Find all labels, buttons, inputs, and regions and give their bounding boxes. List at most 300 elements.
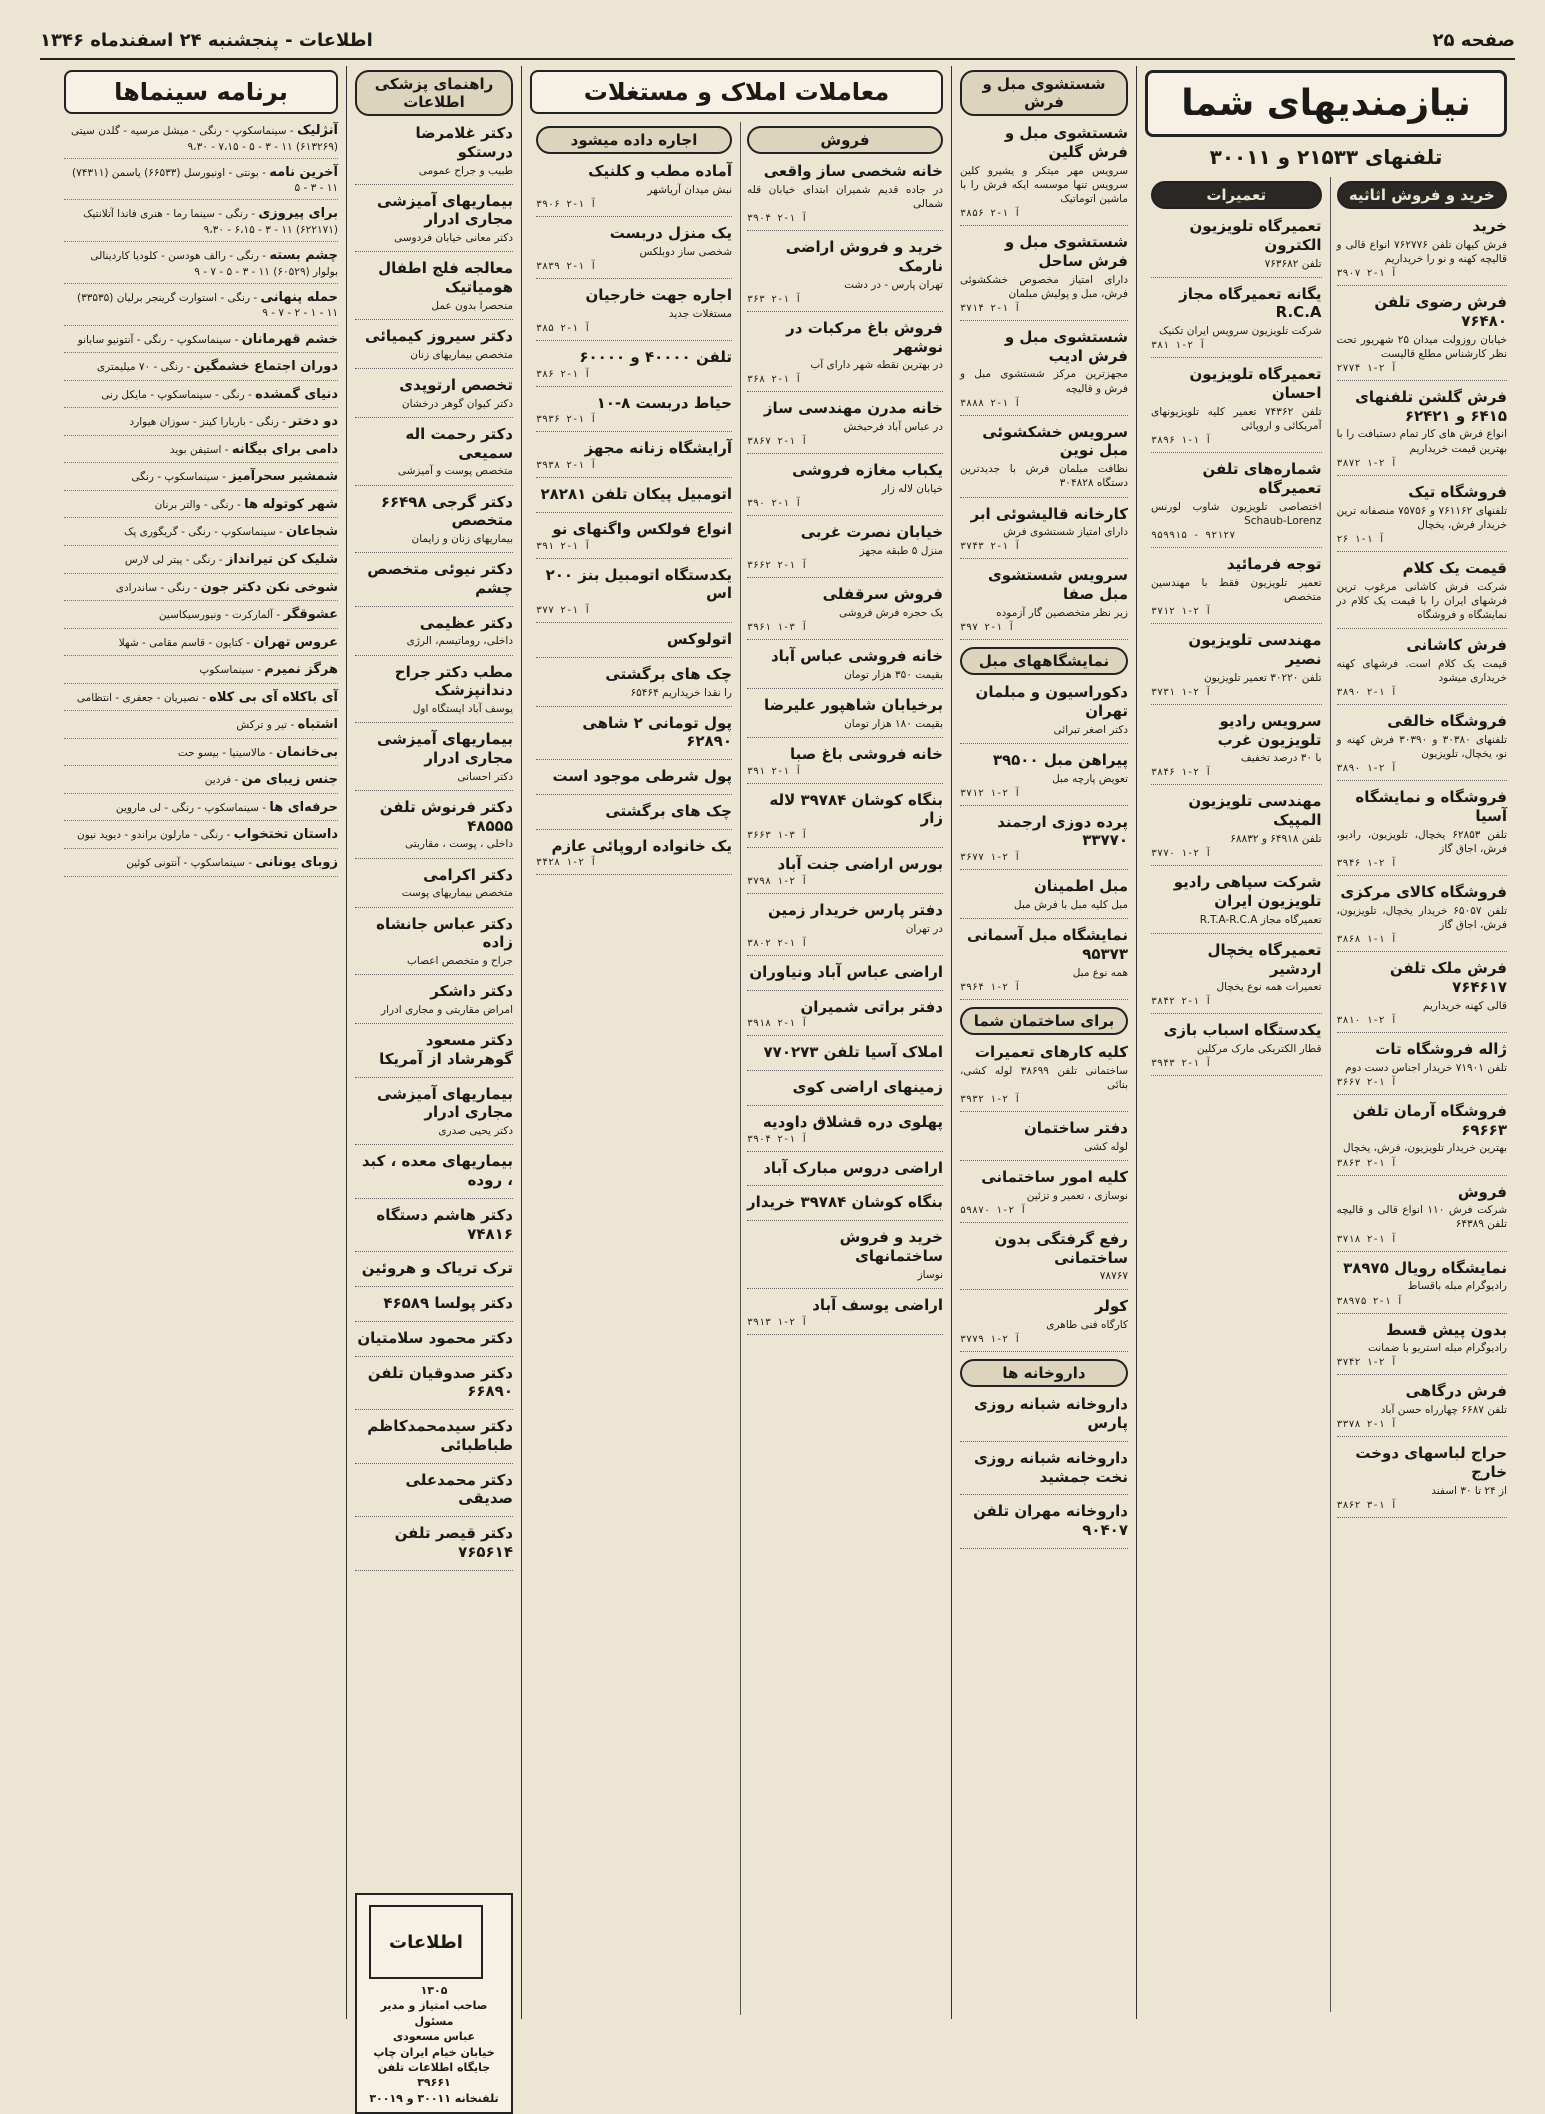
- ad-title: حراج لباسهای دوخت خارج: [1355, 1444, 1507, 1482]
- cinema-listing: [64, 441, 338, 464]
- ad-code: ۳۴۲۸ آ ۲-۱: [536, 857, 597, 869]
- ad-list: [960, 124, 1128, 640]
- classified-ad: [355, 663, 513, 724]
- ad-body: تلفن ۶۶۸۷ چهارراه حسن آباد: [1380, 1404, 1507, 1417]
- ad-code: ۳۹۰۶ آ ۱-۲: [536, 198, 597, 210]
- ad-list: [960, 1043, 1128, 1353]
- classified-ad: [1337, 217, 1508, 286]
- film-details: - رنگی - استوارت گرینجر برلیان (۳۳۵۳۵) ۱۱ - ۱ - ۲ - ۷ - ۹: [76, 291, 338, 320]
- ad-title: بدون پیش قسط: [1386, 1320, 1507, 1339]
- classified-ad: [1337, 788, 1508, 876]
- section-header-sale: فروش: [747, 126, 943, 154]
- classified-ad: [355, 259, 513, 320]
- ad-title: دکتر داشکر: [430, 982, 513, 1001]
- film-title: شوخی نکن دکتر جون: [200, 579, 338, 595]
- classified-ad: [1337, 959, 1508, 1033]
- classified-ad: [1337, 1102, 1508, 1176]
- classified-ad: [960, 1297, 1128, 1352]
- ad-code: ۳۷۹۸ آ ۲-۱: [747, 875, 808, 887]
- ad-code: ۳۹۴۳ آ ۱-۲: [1151, 1058, 1212, 1070]
- classified-ad: [960, 1449, 1128, 1496]
- ad-body: قالی کهنه خریداریم: [1422, 999, 1507, 1012]
- classified-ad: [355, 798, 513, 859]
- ad-title: دکتر سیدمحمدکاظم طباطبائی: [367, 1417, 513, 1454]
- ad-code: ۳۹۳۸ آ ۱-۲: [536, 460, 597, 472]
- ad-title: مطب دکتر جراح دندانپزشک: [394, 662, 513, 700]
- classified-ad: [536, 520, 732, 559]
- classified-ad: [355, 614, 513, 656]
- film-details: - سینماسکوپ - رنگی - میشل مرسیه - گلدن سیتی (۶۱۳۲۶۹) ۱۱ - ۳ - ۵ - ۷،۱۵ - ۹،۳۰: [70, 125, 338, 153]
- ad-title: تعمیرگاه یخچال اردشیر: [1207, 940, 1322, 978]
- ad-body: ۷۸۷۶۷: [1099, 1270, 1128, 1283]
- classified-ad: [960, 926, 1128, 1000]
- ad-title: برخیابان شاهپور علیرضا: [764, 696, 943, 715]
- classified-ad: [1337, 1382, 1508, 1437]
- film-title: شمشیر سحرآمیز: [229, 469, 338, 485]
- ad-body: طبیب و جراح عمومی: [418, 164, 513, 177]
- real-estate-rent-subcolumn: [530, 122, 732, 2015]
- ad-title: دکتر محمود سلامتیان: [357, 1328, 513, 1347]
- classifieds-title: نیازمندیهای شما: [1145, 70, 1507, 137]
- ad-body: رادیوگرام مبله باقساط: [1407, 1280, 1507, 1293]
- ad-code: ۳۹۴۶ آ ۲-۱: [1336, 858, 1397, 870]
- film-title: هرگز نمیرم: [264, 662, 338, 678]
- ad-body: شرکت فرش ۱۱۰ انواع قالی و قالیچه تلفن ۶۴۳۸۹: [1336, 1204, 1507, 1231]
- classified-ad: [960, 1043, 1128, 1112]
- ad-body: در جاده قدیم شمیران ابتدای خیابان قله شمالی: [747, 183, 943, 210]
- classified-ad: [355, 915, 513, 976]
- cinema-listing: [64, 331, 338, 354]
- ad-body: قطار الکتریکی مارک مرکلین: [1196, 1043, 1322, 1056]
- ad-body: نوسازی ، تعمیر و تزئین: [1026, 1189, 1128, 1202]
- ad-code: ۳۸۶ آ ۱-۲: [536, 368, 591, 380]
- ad-title: دکتر گرجی ۶۶۴۹۸ متخصص: [380, 492, 513, 530]
- cinema-listing: [64, 496, 338, 519]
- ad-title: خرید و فروش ساختمانهای: [839, 1228, 943, 1265]
- ad-body: بقیمت ۱۸۰ هزار تومان: [844, 717, 943, 730]
- ad-title: ژاله فروشگاه تات: [1375, 1039, 1507, 1058]
- page-masthead: [40, 22, 1515, 60]
- ad-title: دکتر سیروز کیمیائی: [365, 327, 513, 346]
- classified-ad: [536, 566, 732, 624]
- film-details: - سینماسکوپ - رنگی - لی ماروین: [115, 801, 270, 814]
- ad-title: بیماریهای آمیزشی مجاری ادرار: [376, 1084, 513, 1122]
- classified-ad: [1151, 1021, 1322, 1076]
- film-details: - سینماسکوپ - رنگی: [131, 471, 230, 484]
- ad-body: تلفن ۶۴۹۱۸ و ۶۸۸۳۲: [1230, 832, 1322, 845]
- ad-body: رادیوگرام مبله استریو با ضمانت: [1367, 1342, 1507, 1355]
- classified-ad: [747, 696, 943, 738]
- classified-ad: [960, 1168, 1128, 1223]
- classified-ad: [960, 813, 1128, 871]
- ad-body: در بهترین نقطه شهر دارای آب: [810, 359, 943, 372]
- ad-body: لوله کشی: [1084, 1140, 1128, 1153]
- ad-code: ۳۷۴۳ آ ۱-۲: [960, 541, 1021, 553]
- ad-title: خیابان نصرت غربی: [800, 523, 943, 542]
- ad-title: خرید: [1472, 217, 1507, 235]
- classified-ad: [960, 423, 1128, 498]
- ad-title: پول تومانی ۲ شاهی ۶۲۸۹۰: [582, 713, 732, 751]
- classified-ad: [536, 837, 732, 876]
- ad-body: داخلی، روماتیسم، الرژی: [406, 635, 513, 648]
- classified-ad: [1151, 555, 1322, 624]
- ad-code: ۳۹۰۴ آ ۱-۲: [747, 213, 808, 225]
- ad-code: ۳۹۱ آ ۱-۲: [747, 765, 802, 777]
- ad-title: شستشوی مبل و فرش ادیب: [1004, 327, 1128, 365]
- film-details: - آلمارکرت - ونیورسیکاسین: [158, 609, 284, 622]
- ad-title: دفتر براتی شمیران: [800, 997, 943, 1016]
- ad-code: ۳۶۶۳ آ ۳-۱: [747, 830, 808, 842]
- ad-body: تلفن ۷۶۳۶۸۲: [1264, 257, 1322, 270]
- publisher-info: ۱۳۰۵ صاحب امتیاز و مدیر مسئول عباس مسعودی خیابان خیام ایران چاپ جایگاه اطلاعات تلفن ۳۹۶۶۱ تلفنخانه ۳۰۰۱۱ و ۳۰۰۱۹: [369, 1984, 499, 2105]
- ad-body: تلفنهای ۷۶۱۱۶۲ و ۷۵۷۵۶ منصفانه ترین خریدار فرش، یخچال: [1336, 504, 1507, 531]
- ad-title: رفع گرفتگی بدون ساختمانی: [994, 1229, 1128, 1267]
- ad-list: [1151, 217, 1322, 1076]
- ad-body: دکتر کیوان گوهر درخشان: [401, 397, 513, 410]
- section-header-building: برای ساختمان شما: [960, 1007, 1128, 1035]
- ad-title: بنگاه کوشان ۳۹۷۸۴ لاله زار: [769, 790, 943, 828]
- film-title: اشتباه: [297, 717, 338, 733]
- ad-body: سرویس مهر میتکر و یشیرو کلین سرویس تنها موسسه ایکه فرش را با ماشین اتوماتیک: [960, 164, 1128, 205]
- furniture-column: [951, 66, 1136, 2019]
- ad-title: فرش رضوی تلفن ۷۶۴۸۰: [1374, 293, 1507, 330]
- ad-body: انواع فرش های کار تمام دستبافت را با بهترین قیمت خریداریم: [1336, 428, 1507, 455]
- ad-code: ۳۷۱۲ آ ۲-۱: [1151, 606, 1212, 618]
- ad-title: معالجه فلج اطفال هومیاتیک: [378, 259, 513, 297]
- ad-title: اراضی عباس آباد ونیاوران: [749, 962, 943, 981]
- ad-body: خیابان روزولت میدان ۲۵ شهریور تحت نظر کارشناس مطلع قالیست: [1336, 333, 1507, 360]
- ad-title: دکتر فرنوش تلفن ۴۸۵۵۵: [379, 797, 513, 835]
- section-header-medical: راهنمای پزشکی اطلاعات: [355, 70, 513, 116]
- ad-code: ۳۷۳۱ آ ۲-۱: [1151, 686, 1212, 698]
- newspaper-logo: اطلاعات: [369, 1905, 483, 1979]
- ad-title: تعمیرگاه تلویزیون احسان: [1189, 365, 1322, 403]
- ad-title: پرده دوزی ارجمند ۳۳۷۷۰: [997, 812, 1128, 850]
- ad-body: زیر نظر متخصصین گار آزموده: [996, 606, 1128, 619]
- classified-ad: [355, 376, 513, 418]
- ad-body: بهترین خریدار تلویزیون، فرش، یخچال: [1342, 1142, 1507, 1155]
- classified-ad: [355, 425, 513, 486]
- cinema-listing: [64, 579, 338, 602]
- classified-ad: [536, 224, 732, 279]
- ad-code: ۳۷۱۴ آ ۱-۲: [960, 302, 1021, 314]
- section-header-pharmacy: داروخانه ها: [960, 1359, 1128, 1387]
- ad-title: آماده مطب و کلنیک: [588, 162, 732, 180]
- ad-title: نمایشگاه مبل آسمانی ۹۵۳۷۳: [966, 926, 1128, 963]
- columns: [40, 66, 1515, 2105]
- ad-body: متخصص پوست و آمیزشی: [397, 465, 513, 478]
- classified-ad: [747, 998, 943, 1037]
- film-title: برای پیروزی: [258, 206, 338, 222]
- ad-body: بقیمت ۳۵۰ هزار تومان: [844, 668, 943, 681]
- classified-ad: [355, 1329, 513, 1357]
- ad-code: ۳۸۶۳ آ ۱-۲: [1336, 1157, 1397, 1169]
- ad-title: یکدستگاه اسباب بازی: [1163, 1021, 1322, 1040]
- classified-ad: [960, 328, 1128, 416]
- classified-ad: [355, 1471, 513, 1518]
- classified-ad: [747, 1296, 943, 1335]
- ad-code: ۳۸۷۲ آ ۲-۱: [1336, 457, 1397, 469]
- ad-title: دکتر عظیمی: [419, 613, 513, 632]
- ad-code: ۳۸۱ آ ۲-۱: [1151, 340, 1206, 352]
- ad-title: دکتر غلامرضا درستکو: [415, 124, 513, 161]
- classified-ad: [355, 1206, 513, 1253]
- classified-ad: [747, 1043, 943, 1071]
- ad-code: ۳۸۱۰ آ ۲-۱: [1336, 1014, 1397, 1026]
- ad-body: تعمیرات همه نوع یخچال: [1216, 981, 1322, 994]
- cinema-listing: [64, 247, 338, 284]
- ad-title: سرویس رادیو تلویزیون غرب: [1217, 711, 1322, 749]
- ad-title: شستشوی مبل و فرش گلین: [1004, 124, 1128, 161]
- real-estate-column: [521, 66, 951, 2019]
- section-header-mobl: شستشوی مبل و فرش: [960, 70, 1128, 116]
- film-title: داستان تختخواب: [233, 827, 338, 843]
- ad-code: ۳۸۴۲ آ ۱-۲: [1151, 996, 1212, 1008]
- ad-title: کلیه کارهای تعمیرات: [974, 1042, 1128, 1061]
- cinema-listing: [64, 744, 338, 767]
- ad-body: تهران پارس - در دشت: [844, 278, 943, 291]
- classified-ad: [355, 560, 513, 607]
- classified-ad: [536, 348, 732, 387]
- ad-title: اجاره جهت خارجیان: [585, 285, 732, 304]
- cinema-listing: [64, 289, 338, 326]
- cinema-listing: [64, 164, 338, 201]
- classified-ad: [536, 286, 732, 341]
- ad-body: در عباس آباد فرحبخش: [843, 421, 943, 434]
- classified-ad: [1151, 941, 1322, 1015]
- ad-code: ۳۶۸ آ ۱-۲: [747, 374, 802, 386]
- ad-title: زمینهای اراضی کوی: [792, 1078, 943, 1097]
- cinema-listing: [64, 386, 338, 409]
- film-title: خشم قهرمانان: [241, 331, 338, 347]
- classified-ad: [355, 1364, 513, 1411]
- ad-body: تعویض پارچه مبل: [1052, 772, 1128, 785]
- ad-body: مجهزترین مرکز شستشوی مبل و فرش و قالیچه: [960, 368, 1128, 395]
- cinema-listing: [64, 523, 338, 546]
- ad-body: نظافت مبلمان فرش با جدیدترین دستگاه ۳۰۴۸۲۸: [960, 463, 1128, 490]
- classified-ad: [355, 730, 513, 791]
- ad-body: شرکت تلویزیون سرویس ایران تکنیک: [1158, 325, 1322, 338]
- classified-ad: [355, 1294, 513, 1322]
- classified-ad: [747, 399, 943, 454]
- publisher-box: [355, 1893, 513, 2114]
- film-details: - استیفن بوید: [169, 443, 232, 456]
- ad-code: ۳۸۹۰ آ ۱-۲: [1336, 687, 1397, 699]
- film-title: بی‌خانمان: [276, 744, 338, 760]
- ad-title: یکدستگاه اتومبیل بنز ۲۰۰ اس: [545, 565, 732, 603]
- classified-ad: [747, 1113, 943, 1152]
- ad-code: ۹۵۹۹۱۵ - ۹۲۱۲۷: [1151, 530, 1236, 542]
- cinema-list: [64, 122, 338, 877]
- film-title: چشم بسته: [269, 248, 338, 264]
- ad-code: ۳۶۷۷ آ ۲-۱: [960, 852, 1021, 864]
- ad-code: ۳۶۶۲ آ ۱-۲: [747, 560, 808, 572]
- ad-title: خانه فروشی باغ صبا: [789, 744, 943, 763]
- real-estate-sale-subcolumn: [740, 122, 943, 2015]
- classified-ad: [747, 745, 943, 784]
- ad-title: املاک آسیا تلفن ۷۷۰۲۷۳: [763, 1043, 943, 1062]
- ad-body: تلفن ۳۰۲۲۰ تعمیر تلویزیون: [1203, 671, 1322, 684]
- ad-body: تلفن ۷۴۳۶۲ تعمیر کلیه تلویزیونهای آمریکائی و اروپائی: [1151, 405, 1322, 433]
- ad-title: شرکت سپاهی رادیو تلویزیون ایران: [1173, 873, 1322, 910]
- ad-body: در تهران: [905, 922, 943, 935]
- ad-code: ۳۹۱۳ آ ۲-۱: [747, 1316, 808, 1328]
- film-title: دامی برای بیگانه: [231, 441, 338, 457]
- ad-code: ۳۹۳۶ آ ۱-۲: [536, 414, 597, 426]
- classified-ad: [1151, 792, 1322, 866]
- classified-ad: [1151, 631, 1322, 705]
- ad-body: نوساز: [917, 1268, 943, 1281]
- cinema-listing: [64, 468, 338, 491]
- ad-title: داروخانه شبانه روزی نخت جمشید: [974, 1448, 1128, 1486]
- classified-ad: [747, 1193, 943, 1221]
- ad-title: قیمت یک کلام: [1402, 558, 1507, 577]
- film-details: - رنگی - باربارا کینز - سوزان هیوارد: [129, 416, 290, 429]
- classified-ad: [1337, 636, 1508, 705]
- ad-title: دکتر مسعود گوهرشاد از آمریکا: [379, 1031, 513, 1068]
- ad-title: خانه شخصی ساز واقعی: [763, 162, 943, 180]
- ad-code: ۳۷۴۲ آ ۲-۱: [1336, 1357, 1397, 1369]
- cinema-listing: [64, 413, 338, 436]
- cinema-listing: [64, 689, 338, 712]
- film-title: آی باکلاه آی بی کلاه: [209, 689, 338, 705]
- ad-code: ۳۷۷ آ ۱-۲: [536, 605, 591, 617]
- ad-code: ۳۸۰۲ آ ۱-۲: [747, 937, 808, 949]
- ad-title: کولر: [1094, 1297, 1128, 1316]
- cinema-listing: [64, 205, 338, 242]
- film-title: آنژلیک: [297, 123, 338, 138]
- ad-code: ۳۸۸۸ آ ۱-۲: [960, 397, 1021, 409]
- cinema-listing: [64, 634, 338, 657]
- ad-title: فروشگاه تیک: [1408, 482, 1507, 501]
- classified-ad: [355, 1259, 513, 1287]
- classified-ad: [960, 1502, 1128, 1549]
- ad-code: ۳۹۰۷ آ ۱-۲: [1336, 268, 1397, 280]
- ad-body: از ۲۴ تا ۳۰ اسفند: [1431, 1484, 1507, 1497]
- ad-title: دکتر محمدعلی صدیقی: [405, 1470, 513, 1508]
- ad-list: [747, 162, 943, 1335]
- ad-title: یک منزل دربست: [609, 223, 732, 242]
- cinema-listing: [64, 799, 338, 822]
- classified-ad: [1337, 1183, 1508, 1252]
- classified-ad: [960, 877, 1128, 919]
- ad-title: فروشگاه و نمایشگاه آسیا: [1355, 788, 1507, 826]
- ad-code: ۳۹۶۴ آ ۲-۱: [960, 981, 1021, 993]
- ad-body: دکتر معانی خیابان فردوسی: [393, 232, 513, 245]
- ad-list: [536, 162, 732, 875]
- classified-ad: [1337, 1444, 1508, 1518]
- classified-ad: [355, 866, 513, 908]
- ad-body: منحصرا بدون عمل: [431, 299, 513, 312]
- ad-title: کارخانه قالیشوئی ابر: [970, 504, 1128, 523]
- ad-title: خرید و فروش اراضی نارمک: [785, 238, 943, 275]
- ad-title: فروشگاه آرمان تلفن ۶۹۶۶۳: [1352, 1101, 1507, 1139]
- ad-title: تعمیرگاه تلویزیون الکترون: [1189, 217, 1322, 254]
- film-details: - رنگی - سینما رما - هنری فاندا آتلانتیک (۶۲۲۱۷۱) ۱۱ - ۳ - ۶،۱۵ - ۹،۳۰: [83, 208, 338, 236]
- ad-title: آرایشگاه زنانه مجهز: [584, 439, 732, 458]
- ad-title: اراضی یوسف آباد: [812, 1295, 943, 1314]
- paper-date: اطلاعات - پنجشنبه ۲۴ اسفندماه ۱۳۴۶: [40, 29, 373, 51]
- ad-code: ۳۹۳۲ آ ۲-۱: [960, 1093, 1021, 1105]
- film-details: - بونتی - اونیورسل (۶۶۵۳۳) یاسمن (۷۴۳۱۱) ۱۱ - ۳ - ۵: [72, 166, 338, 195]
- cinema-listing: [64, 854, 338, 877]
- real-estate-subcolumns: [530, 122, 943, 2015]
- ad-code: ۲۷۷۴ آ ۲-۱: [1336, 362, 1397, 374]
- classified-ad: [536, 767, 732, 795]
- film-title: آخرین نامه: [269, 164, 338, 180]
- film-title: شجاعان: [286, 524, 338, 540]
- ad-title: فرش درگاهی: [1405, 1382, 1507, 1401]
- ad-body: امراض مقاربتی و مجاری ادرار: [381, 1003, 513, 1016]
- ad-code: ۳۹۷ آ ۱-۲: [960, 622, 1015, 634]
- film-details: - رنگی - پیتر لی لارس: [124, 553, 226, 566]
- classified-ad: [536, 394, 732, 433]
- film-details: - رنگی - سینماسکوپ - مایکل رنی: [101, 388, 256, 401]
- ad-code: ۳۸۶۷ آ ۱-۲: [747, 436, 808, 448]
- ad-body: تلفن ۶۵۰۵۷ خریدار یخچال، تلویزیون، فرش، اجاق گاز: [1336, 904, 1508, 932]
- ad-title: دکتر پولسا ۴۶۵۸۹: [383, 1294, 513, 1313]
- ad-title: مبل اطمینان: [1033, 877, 1128, 896]
- ad-title: بنگاه کوشان ۳۹۷۸۴ خریدار: [747, 1193, 943, 1212]
- classified-ad: [1337, 883, 1508, 952]
- classified-ad: [747, 1159, 943, 1187]
- classified-ad: [960, 683, 1128, 744]
- ad-body: کارگاه فنی طاهری: [1046, 1319, 1128, 1332]
- classified-ad: [960, 124, 1128, 226]
- ad-body: تلفن ۶۲۸۵۳ یخچال، تلویزیون، رادیو، فرش، اجاق گاز: [1336, 828, 1508, 855]
- ad-code: ۳۷۷۰ آ ۲-۱: [1151, 848, 1212, 860]
- film-title: جنس زیبای من: [241, 772, 338, 788]
- classified-ad: [747, 647, 943, 689]
- ad-title: دکتر نیوئی متخصص چشم: [367, 560, 513, 597]
- ad-title: داروخانه مهران تلفن ۹۰۴۰۷: [973, 1502, 1128, 1540]
- ad-list: [355, 124, 513, 1887]
- classified-ad: [1337, 1040, 1508, 1095]
- ad-code: ۳۸۹۰ آ ۲-۱: [1336, 763, 1397, 775]
- ad-title: چک های برگشتی: [605, 664, 732, 683]
- classified-ad: [960, 1230, 1128, 1291]
- ad-title: دکتر صدوقیان تلفن ۶۶۸۹۰: [367, 1363, 513, 1401]
- classified-ad: [536, 665, 732, 707]
- repairs-subcolumn: [1145, 177, 1322, 2012]
- ad-code: ۳۷۱۸ آ ۱-۲: [1336, 1233, 1397, 1245]
- ad-title: یگانه تعمیرگاه مجاز R.C.A: [1179, 284, 1322, 322]
- ad-title: سرویس شستشوی مبل صفا: [987, 566, 1128, 604]
- classified-ad: [355, 1152, 513, 1199]
- ad-body: ساختمانی تلفن ۳۸۶۹۹ لوله کشی، بنائی: [960, 1064, 1129, 1091]
- classified-ad: [747, 855, 943, 894]
- film-title: شهر کوتوله ها: [244, 496, 338, 512]
- ad-body: یوسف آباد ایستگاه اول: [412, 703, 513, 716]
- classified-ad: [747, 238, 943, 312]
- classified-ad: [536, 485, 732, 513]
- ad-title: بیماریهای آمیزشی مجاری ادرار: [376, 191, 513, 229]
- ad-title: داروخانه شبانه روزی پارس: [974, 1395, 1128, 1433]
- ad-title: تخصص ارتوپدی: [399, 375, 513, 394]
- ad-body: خیابان لاله زار: [881, 483, 943, 496]
- ad-title: بیماریهای آمیزشی مجاری ادرار: [376, 730, 513, 768]
- classifieds-phones: تلفنهای ۲۱۵۳۳ و ۳۰۰۱۱: [1209, 145, 1443, 169]
- ad-title: فروش: [1457, 1182, 1507, 1201]
- classifieds-subcolumns: [1145, 177, 1507, 2012]
- ad-title: دکوراسیون و مبلمان تهران: [975, 683, 1128, 720]
- classified-ad: [355, 327, 513, 369]
- classified-ad: [1337, 712, 1508, 781]
- cinema-listing: [64, 551, 338, 574]
- ad-body: داخلی ، پوست ، مقاربتی: [405, 838, 513, 851]
- film-details: - رنگی - مارلون براندو - دیوید نیون: [77, 829, 234, 842]
- ad-title: مهندسی تلویزیون نصیر: [1188, 631, 1322, 668]
